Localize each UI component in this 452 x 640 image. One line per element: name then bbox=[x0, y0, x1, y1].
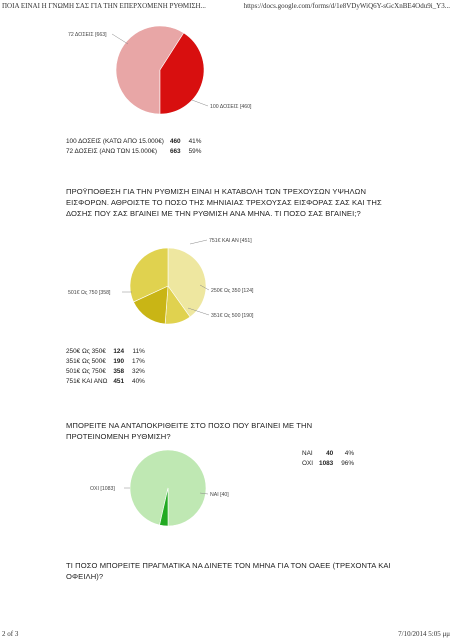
question-monthly-amount: ΠΡΟΫΠΟΘΕΣΗ ΓΙΑ ΤΗΝ ΡΥΘΜΙΣΗ ΕΙΝΑΙ Η ΚΑΤΑΒΟΛΗ ΤΩΝ ΤΡΕΧΟΥΣΩΝ ΥΨΗΛΩΝ ΕΙΣΦΟΡΩΝ. ΑΘΡΟΙΣΤΕ ΤΟ ΠΟΣΟ ΤΗΣ ΜΗΝΙΑΙΑΣ ΤΡΕΧΟΥΣΑΣ ΕΙΣΦΟΡΑΣ ΣΑΣ ΚΑΙ ΤΗΣ ΔΟΣΗΣ ΠΟΥ ΣΑΣ ΒΓΑΙΝΕΙ ΜΕ ΤΗΝ ΡΥΘΜΙΣΗ ΑΝΑ ΜΗΝΑ. ΤΙ ΠΟΣΟ ΣΑΣ ΒΓΑΙΝΕΙ;? bbox=[66, 187, 382, 218]
row-count: 40 bbox=[326, 449, 334, 457]
row-label: 72 ΔΟΣΕΙΣ (ΑΝΩ ΤΩΝ 15.000€) bbox=[66, 147, 157, 155]
row-count: 1083 bbox=[319, 459, 334, 467]
row-percent: 41% bbox=[188, 137, 202, 145]
row-label: 501€ Ως 750€ bbox=[66, 367, 106, 375]
row-count: 663 bbox=[169, 147, 181, 155]
row-label: 100 ΔΟΣΕΙΣ (ΚΑΤΩ ΑΠΟ 15.000€) bbox=[66, 137, 164, 145]
row-percent: 11% bbox=[132, 347, 145, 355]
question-real-amount: ΤΙ ΠΟΣΟ ΜΠΟΡΕΙΤΕ ΠΡΑΓΜΑΤΙΚΑ ΝΑ ΔΙΝΕΤΕ ΤΟΝ ΜΗΝΑ ΓΙΑ ΤΟΝ ΟΑΕΕ (ΤΡΕΧΟΝΤΑ ΚΑΙ ΟΦΕΙΛΗ)? bbox=[66, 561, 391, 581]
pie3-label-no: ΟΧΙ [1083] bbox=[90, 486, 115, 492]
print-datetime: 7/10/2014 5:05 μμ bbox=[398, 630, 450, 638]
row-count: 190 bbox=[113, 357, 125, 365]
pie1-label-72: 72 ΔΟΣΕΙΣ [663] bbox=[68, 32, 107, 38]
row-percent: 4% bbox=[344, 449, 355, 457]
row-count: 358 bbox=[113, 367, 125, 375]
pie2-label-250: 250€ Ως 350 [124] bbox=[211, 288, 254, 294]
row-label: 351€ Ως 500€ bbox=[66, 357, 106, 365]
question-can-afford: ΜΠΟΡΕΙΤΕ ΝΑ ΑΝΤΑΠΟΚΡΙΘΕΙΤΕ ΣΤΟ ΠΟΣΟ ΠΟΥ ΒΓΑΙΝΕΙ ΜΕ ΤΗΝ ΠΡΟΤΕΙΝΟΜΕΝΗ ΡΥΘΜΙΣΗ? bbox=[66, 421, 313, 441]
row-label: ΟΧΙ bbox=[302, 459, 314, 467]
pie2-label-501: 501€ Ως 750 [358] bbox=[68, 290, 111, 296]
page-counter: 2 of 3 bbox=[2, 630, 19, 638]
pie3-label-yes: ΝΑΙ [40] bbox=[210, 492, 229, 498]
row-percent: 96% bbox=[341, 459, 355, 467]
header-url: https://docs.google.com/forms/d/1e8VDyWiQ6Y-sGcXnBE4Odu9i_Y3... bbox=[243, 2, 450, 10]
row-percent: 40% bbox=[132, 377, 145, 385]
browser-print-footer bbox=[0, 628, 452, 640]
row-count: 451 bbox=[113, 377, 125, 385]
row-label: 751€ ΚΑΙ ΑΝΩ bbox=[66, 377, 108, 385]
header-title: ΠΟΙΑ ΕΙΝΑΙ Η ΓΝΩΜΗ ΣΑΣ ΓΙΑ ΤΗΝ ΕΠΕΡΧΟΜΕΝΗ ΡΥΘΜΙΣΗ... bbox=[2, 2, 206, 10]
pie2-label-751: 751€ ΚΑΙ ΑΝ [451] bbox=[209, 238, 252, 244]
row-label: 250€ Ως 350€ bbox=[66, 347, 106, 355]
pie2-label-351: 351€ Ως 500 [190] bbox=[211, 313, 254, 319]
row-percent: 59% bbox=[188, 147, 202, 155]
row-count: 124 bbox=[113, 347, 125, 355]
row-percent: 17% bbox=[132, 357, 145, 365]
row-percent: 32% bbox=[132, 367, 145, 375]
row-count: 460 bbox=[169, 137, 181, 145]
row-label: ΝΑΙ bbox=[302, 449, 313, 457]
pie1-label-100: 100 ΔΟΣΕΙΣ [460] bbox=[210, 104, 252, 110]
